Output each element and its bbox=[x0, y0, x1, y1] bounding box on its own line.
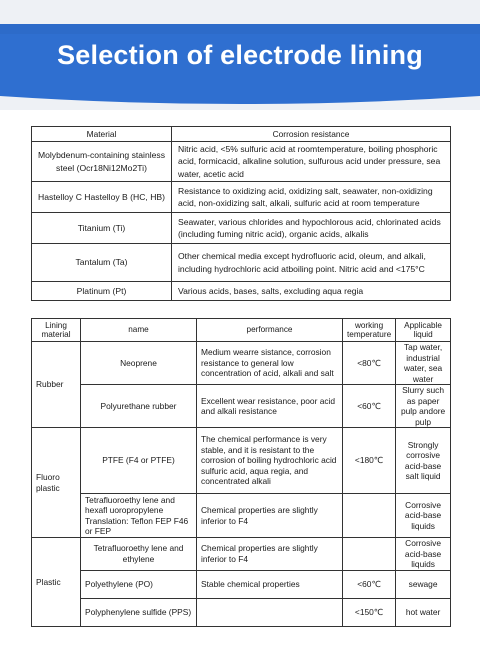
table-row bbox=[32, 342, 451, 385]
lining-material-table bbox=[31, 318, 451, 627]
header-lining-material: Lining material bbox=[32, 319, 81, 342]
performance-cell: Medium wearre sistance, corrosion resistance to general low concentration of acid, alkali and salt bbox=[197, 342, 343, 385]
table-row bbox=[32, 385, 451, 428]
group-rubber: Rubber bbox=[32, 342, 81, 428]
material-cell: Tantalum (Ta) bbox=[32, 244, 172, 282]
page-title: Selection of electrode lining bbox=[57, 40, 423, 70]
liquid-cell: Tap water, industrial water, sea water bbox=[396, 342, 451, 385]
header-banner bbox=[0, 0, 480, 110]
resistance-cell: Various acids, bases, salts, excluding aqua regia bbox=[172, 282, 451, 301]
temperature-cell bbox=[343, 494, 396, 538]
temperature-cell: <80℃ bbox=[343, 342, 396, 385]
header-material: Material bbox=[32, 127, 172, 142]
table-row bbox=[32, 598, 451, 626]
temperature-cell: <60℃ bbox=[343, 570, 396, 598]
table-row bbox=[32, 244, 451, 282]
performance-cell: Excellent wear resistance, poor acid and alkali resistance bbox=[197, 385, 343, 428]
name-cell: Polyphenylene sulfide (PPS) bbox=[81, 598, 197, 626]
table-row bbox=[32, 282, 451, 301]
liquid-cell: Strongly corrosive acid-base salt liquid bbox=[396, 428, 451, 494]
name-cell: Tetrafluoroethy lene and ethylene bbox=[81, 538, 197, 571]
resistance-cell: Nitric acid, <5% sulfuric acid at roomtemperature, boiling phosphoric acid, formicacid, alkaline solution, sulfurous acid under pressure, sea water, acetic acid bbox=[172, 142, 451, 182]
name-cell: Neoprene bbox=[81, 342, 197, 385]
liquid-cell: Corrosive acid-base liquids bbox=[396, 494, 451, 538]
liquid-cell: Corrosive acid-base liquids bbox=[396, 538, 451, 571]
temperature-cell: <60℃ bbox=[343, 385, 396, 428]
temperature-cell: <150℃ bbox=[343, 598, 396, 626]
group-plastic: Plastic bbox=[32, 538, 81, 627]
performance-cell: Stable chemical properties bbox=[197, 570, 343, 598]
temperature-cell bbox=[343, 538, 396, 571]
header-performance: performance bbox=[197, 319, 343, 342]
name-cell: Tetrafluoroethy lene and hexafl uoropropylene Translation: Teflon FEP F46 or FEP bbox=[81, 494, 197, 538]
name-cell: PTFE (F4 or PTFE) bbox=[81, 428, 197, 494]
table-header-row bbox=[32, 127, 451, 142]
liquid-cell: Slurry such as paper pulp andore pulp bbox=[396, 385, 451, 428]
performance-cell: Chemical properties are slightly inferior to F4 bbox=[197, 538, 343, 571]
name-cell: Polyethylene (PO) bbox=[81, 570, 197, 598]
material-cell: Titanium (Ti) bbox=[32, 213, 172, 244]
liquid-cell: hot water bbox=[396, 598, 451, 626]
header-applicable-liquid: Applicable liquid bbox=[396, 319, 451, 342]
material-cell: Molybdenum-containing stainless steel (Ocr18Ni12Mo2Ti) bbox=[32, 142, 172, 182]
table-header-row bbox=[32, 319, 451, 342]
material-cell: Platinum (Pt) bbox=[32, 282, 172, 301]
header-working-temperature: working temperature bbox=[343, 319, 396, 342]
electrode-material-table bbox=[31, 126, 451, 301]
liquid-cell: sewage bbox=[396, 570, 451, 598]
table-row bbox=[32, 494, 451, 538]
table-row bbox=[32, 182, 451, 213]
group-fluoro-plastic: Fluoro plastic bbox=[32, 428, 81, 538]
performance-cell bbox=[197, 598, 343, 626]
material-cell: Hastelloy C Hastelloy B (HC, HB) bbox=[32, 182, 172, 213]
header-corrosion-resistance: Corrosion resistance bbox=[172, 127, 451, 142]
table-row bbox=[32, 428, 451, 494]
resistance-cell: Resistance to oxidizing acid, oxidizing salt, seawater, non-oxidizing acid, non-oxidizing salt, alkali, sulfuric acid at room temperature bbox=[172, 182, 451, 213]
table-row bbox=[32, 213, 451, 244]
name-cell: Polyurethane rubber bbox=[81, 385, 197, 428]
header-name: name bbox=[81, 319, 197, 342]
temperature-cell: <180℃ bbox=[343, 428, 396, 494]
table-row bbox=[32, 570, 451, 598]
table-row bbox=[32, 538, 451, 571]
table-row bbox=[32, 142, 451, 182]
resistance-cell: Other chemical media except hydrofluoric acid, oleum, and alkali, including hydrochloric acid atboiling point. Nitric acid and <175°C bbox=[172, 244, 451, 282]
performance-cell: Chemical properties are slightly inferior to F4 bbox=[197, 494, 343, 538]
performance-cell: The chemical performance is very stable, and it is resistant to the corrosion of boiling hydrochloric acid sulfuric acid, aqua regia, and concentrated alkali bbox=[197, 428, 343, 494]
resistance-cell: Seawater, various chlorides and hypochlorous acid, chlorinated acids (including fuming nitric acid), organic acids, alkalis bbox=[172, 213, 451, 244]
